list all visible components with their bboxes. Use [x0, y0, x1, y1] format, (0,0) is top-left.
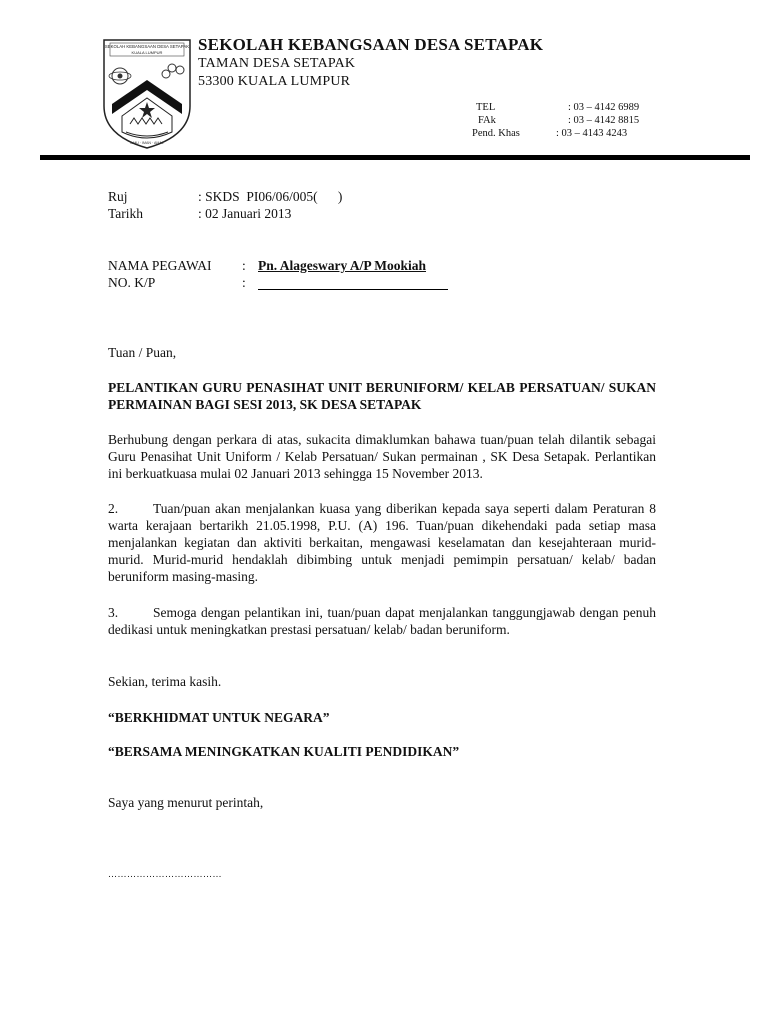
contact-fax-label: FAk: [478, 115, 496, 126]
svg-text:SEKOLAH KEBANGSAAN DESA SETAPA: SEKOLAH KEBANGSAAN DESA SETAPAK: [104, 44, 190, 49]
salutation: Tuan / Puan,: [108, 345, 177, 360]
signature-line: ………………………………: [108, 869, 222, 879]
school-crest-logo: [100, 36, 194, 150]
closing-remark: Sekian, terima kasih.: [108, 674, 222, 689]
school-name: SEKOLAH KEBANGSAAN DESA SETAPAK: [198, 35, 544, 54]
letter-subject: PELANTIKAN GURU PENASIHAT UNIT BERUNIFORM/ KELAB PERSATUAN/ SUKAN PERMAINAN BAGI SESI 2013, SK DESA SETAPAK: [108, 380, 656, 412]
contact-fax-value: : 03 – 4142 8815: [568, 115, 640, 126]
letterhead-divider: [40, 155, 750, 160]
paragraph-1: Berhubung dengan perkara di atas, sukacita dimaklumkan bahawa tuan/puan telah dilantik sebagai Guru Penasihat Unit Uniform / Kelab Persatuan/ Sukan permainan , SK Desa Setapak. Perlantikan ini berkuatkuasa mulai 02 Januari 2013 sehingga 15 November 2013.: [108, 432, 656, 481]
motto-2: “BERSAMA MENINGKATKAN KUALITI PENDIDIKAN”: [108, 744, 460, 759]
ruj-value: : SKDS PI06/06/005( ): [198, 189, 343, 204]
svg-text:ILMU · IMAN · AMAL: ILMU · IMAN · AMAL: [130, 141, 164, 145]
contact-tel-value: : 03 – 4142 6989: [568, 102, 640, 113]
address-line-1: TAMAN DESA SETAPAK: [198, 56, 356, 71]
paragraph-3: Semoga dengan pelantikan ini, tuan/puan dapat menjalankan tanggungjawab dengan penuh dedikasi untuk meningkatkan prestasi persatuan/ kelab/ badan beruniform.: [108, 605, 656, 637]
officer-name-value: Pn. Alageswary A/P Mookiah: [258, 258, 427, 273]
officer-kp-blank-field: [258, 274, 448, 290]
tarikh-label: Tarikh: [108, 206, 144, 221]
officer-kp-label: NO. K/P: [108, 275, 156, 290]
officer-kp-colon: :: [242, 275, 246, 290]
paragraph-2: Tuan/puan akan menjalankan kuasa yang diberikan kepada saya seperti dalam Peraturan 8 warta kerajaan bertarikh 21.05.1998, P.U. (A) 196. Tuan/puan dikehendaki pada setiap masa menjalankan kegiatan dan aktiviti berkaitan, mengawasi keselamatan dan kesejahteraan murid-murid. Murid-murid hendaklah dibimbing untuk menjadi pemimpin persatuan/ kelab/ badan beruniform masing-masing.: [108, 501, 656, 584]
contact-tel-label: TEL: [476, 102, 496, 113]
sign-off: Saya yang menurut perintah,: [108, 795, 264, 810]
contact-pendkhas-label: Pend. Khas: [472, 128, 520, 139]
svg-text:KUALA LUMPUR: KUALA LUMPUR: [131, 50, 163, 55]
officer-name-label: NAMA PEGAWAI: [108, 258, 212, 273]
motto-1: “BERKHIDMAT UNTUK NEGARA”: [108, 710, 330, 725]
tarikh-value: : 02 Januari 2013: [198, 206, 292, 221]
contact-pendkhas-value: : 03 – 4143 4243: [556, 128, 628, 139]
officer-name-colon: :: [242, 258, 246, 273]
paragraph-3-number: 3.: [108, 605, 119, 620]
address-line-2: 53300 KUALA LUMPUR: [198, 74, 351, 89]
crest-icon: [100, 36, 194, 150]
paragraph-2-number: 2.: [108, 501, 119, 516]
ruj-label: Ruj: [108, 189, 128, 204]
